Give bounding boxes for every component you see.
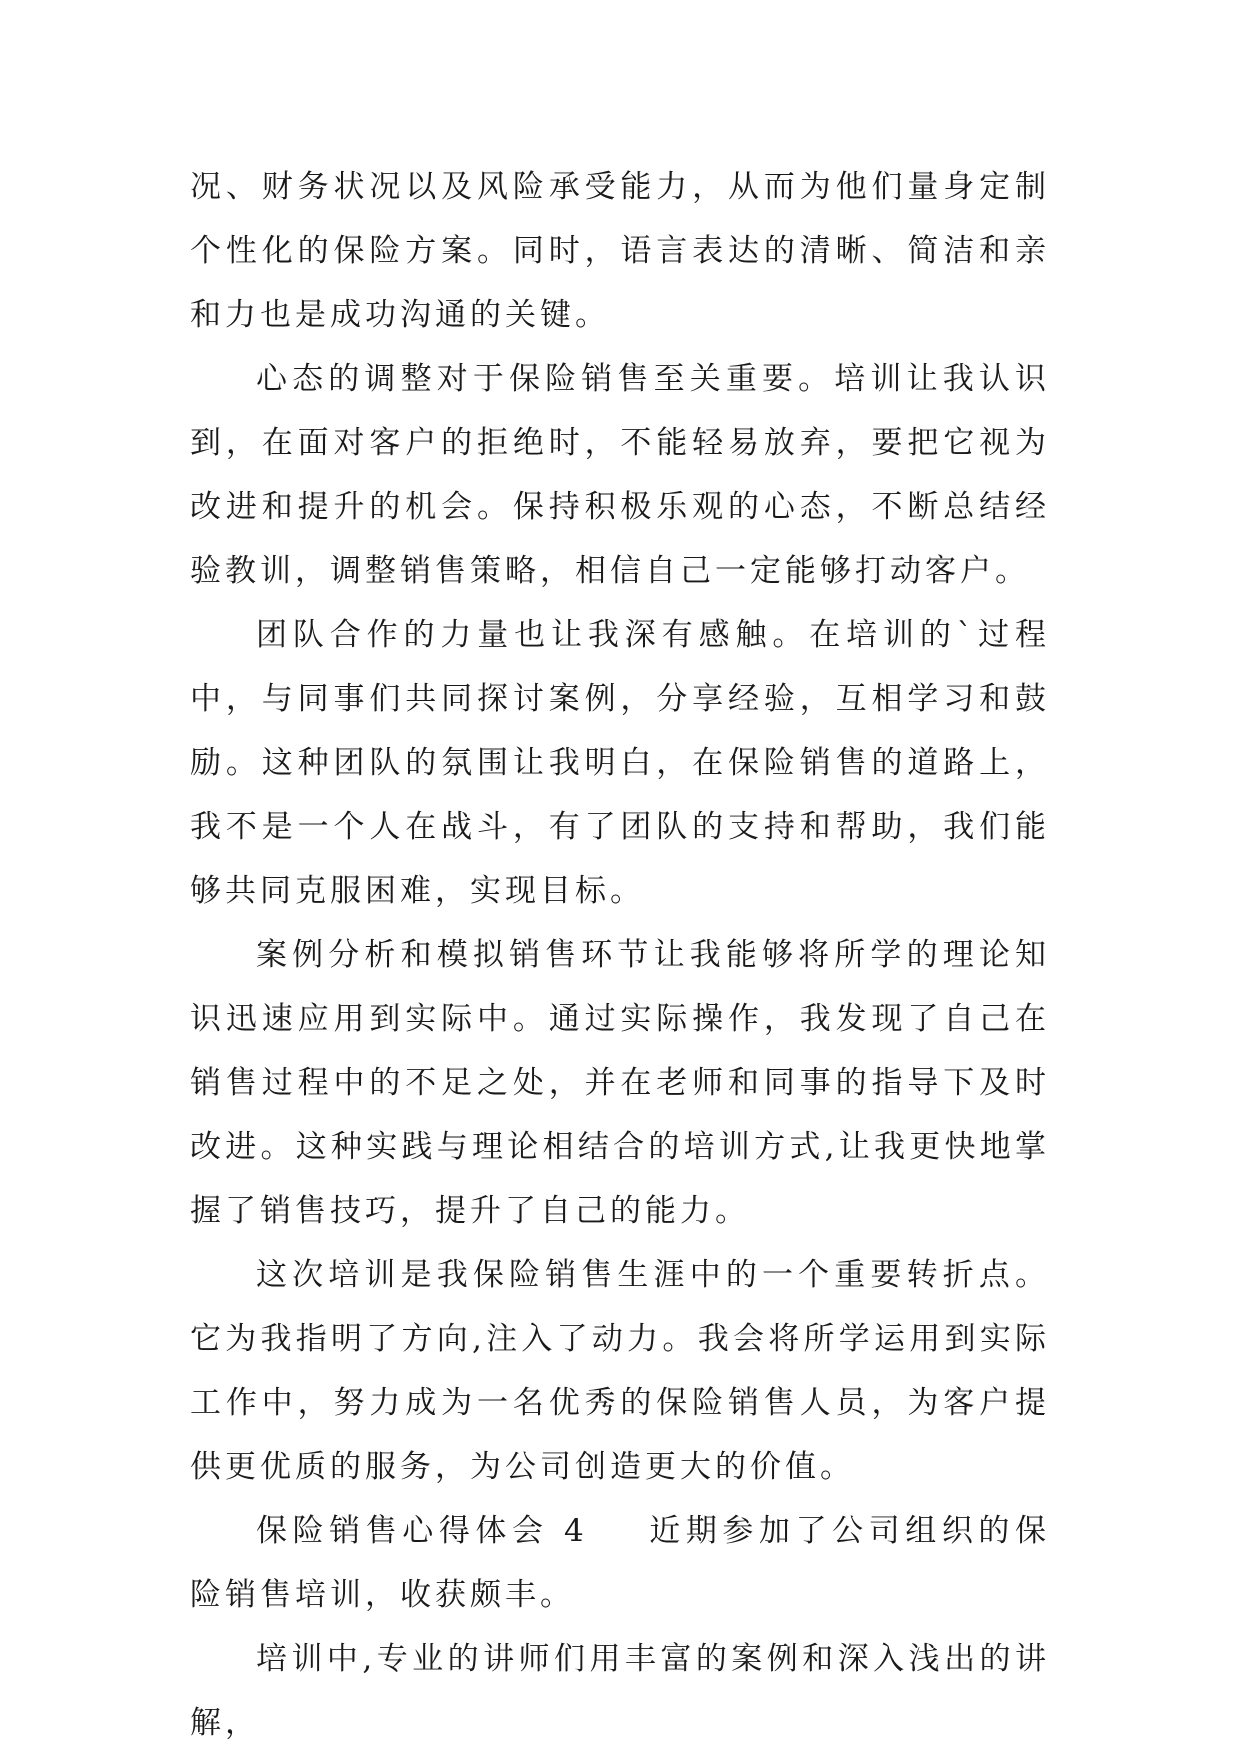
paragraph-1: 况、财务状况以及风险承受能力，从而为他们量身定制个性化的保险方案。同时，语言表达的清晰、简洁和亲和力也是成功沟通的关键。 [190,169,1050,333]
paragraph-last: 培训中,专业的讲师们用丰富的案例和深入浅出的讲解， [190,1641,1050,1741]
paragraph-4: 案例分析和模拟销售环节让我能够将所学的理论知识迅速应用到实际中。通过实际操作，我发现了自己在销售过程中的不足之处，并在老师和同事的指导下及时改进。这种实践与理论相结合的培训方式,让我更快地掌握了销售技巧，提升了自己的能力。 [190,937,1050,1229]
paragraph-5: 这次培训是我保险销售生涯中的一个重要转折点。它为我指明了方向,注入了动力。我会将所学运用到实际工作中，努力成为一名优秀的保险销售人员，为客户提供更优质的服务，为公司创造更大的价值。 [190,1257,1050,1485]
document-body [190,155,1050,1755]
section-heading: 保险销售心得体会 4 [256,1513,588,1549]
section-intro: 近期参加了公司组织的保险销售培训，收获颇丰。 [190,1513,1050,1613]
paragraph-2: 心态的调整对于保险销售至关重要。培训让我认识到，在面对客户的拒绝时，不能轻易放弃，要把它视为改进和提升的机会。保持积极乐观的心态，不断总结经验教训，调整销售策略，相信自己一定能够打动客户。 [190,361,1050,589]
paragraph-3: 团队合作的力量也让我深有感触。在培训的`过程中，与同事们共同探讨案例，分享经验，互相学习和鼓励。这种团队的氛围让我明白，在保险销售的道路上，我不是一个人在战斗，有了团队的支持和帮助，我们能够共同克服困难，实现目标。 [190,617,1050,909]
section-paragraph [190,1499,1050,1627]
